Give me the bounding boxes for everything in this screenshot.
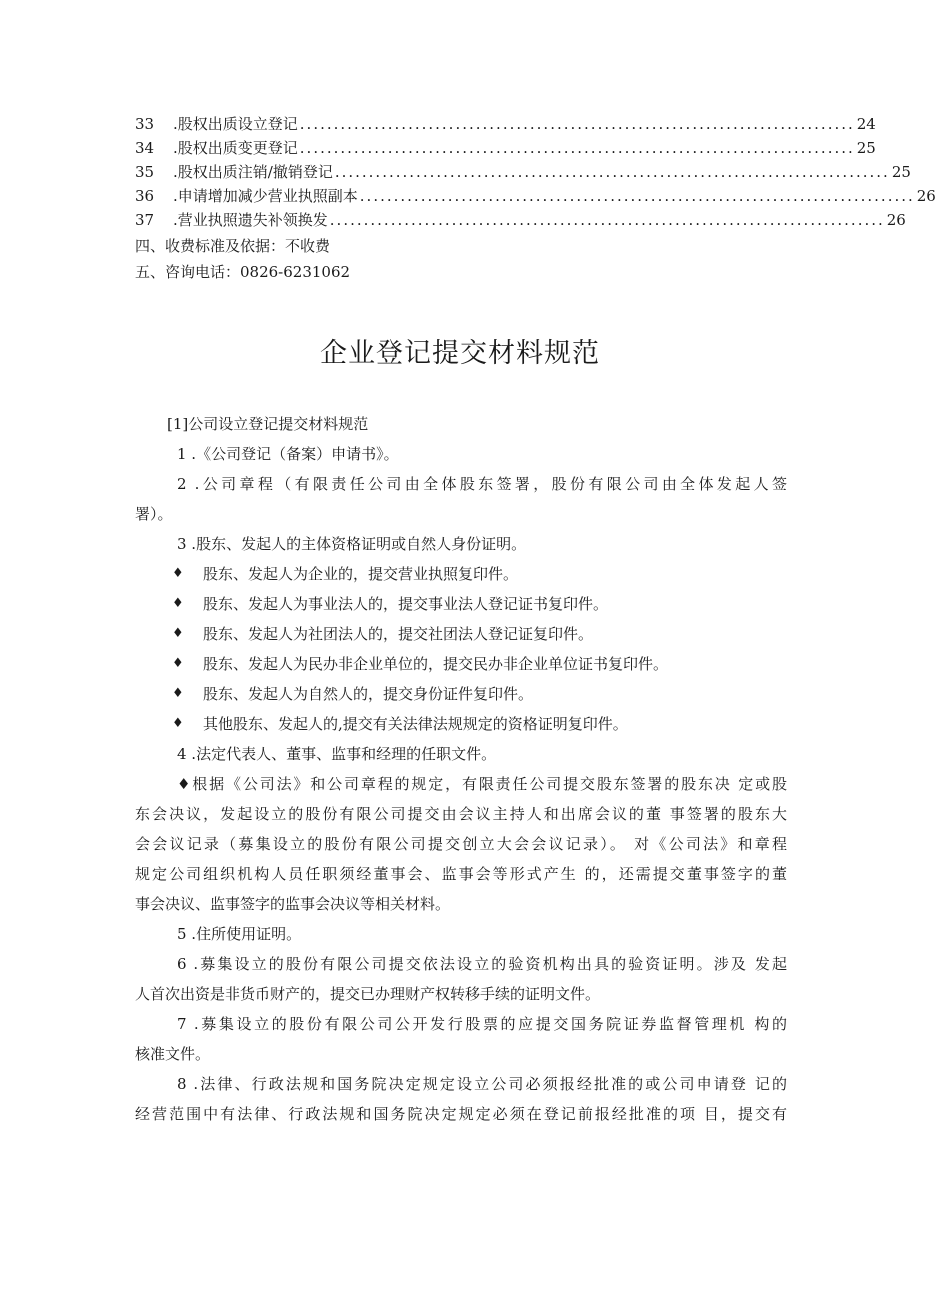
toc-page-number: 26 xyxy=(886,211,906,229)
item-1: 1 .《公司登记（备案）申请书》。 xyxy=(177,445,399,463)
toc-number: 36 xyxy=(135,187,155,205)
item-6-line-2: 人首次出资是非货币财产的，提交已办理财产权转移手续的证明文件。 xyxy=(135,985,601,1003)
bullet-text: 股东、发起人为社团法人的，提交社团法人登记证复印件。 xyxy=(203,625,594,643)
toc-page-number: 24 xyxy=(856,115,876,133)
item-7-line-1: 7 .募集设立的股份有限公司公开发行股票的应提交国务院证券监督管理机 构的 xyxy=(177,1015,787,1033)
toc-entry xyxy=(135,184,936,208)
bullet-text: 股东、发起人为自然人的，提交身份证件复印件。 xyxy=(203,685,534,703)
bullet-item xyxy=(135,559,787,589)
toc-number: 37 xyxy=(135,211,155,229)
toc-page-number: 26 xyxy=(916,187,936,205)
toc-page-number: 25 xyxy=(891,163,911,181)
section-heading: [1]公司设立登记提交材料规范 xyxy=(167,415,369,433)
item-6-line-1: 6 .募集设立的股份有限公司提交依法设立的验资机构出具的验资证明。涉及 发起 xyxy=(177,955,787,973)
diamond-bullet-icon: ♦ xyxy=(172,656,184,671)
toc-number: 35 xyxy=(135,163,155,181)
toc-leader: .................................................................................. xyxy=(334,163,890,181)
bullet-text: 其他股东、发起人的,提交有关法律法规规定的资格证明复印件。 xyxy=(203,715,628,733)
item-3: 3 .股东、发起人的主体资格证明或自然人身份证明。 xyxy=(177,535,527,553)
bullet-item xyxy=(135,649,787,679)
document-title: 企业登记提交材料规范 xyxy=(320,338,600,369)
fee-info: 四、收费标准及依据：不收费 xyxy=(135,237,331,255)
diamond-bullet-icon: ♦ xyxy=(172,596,184,611)
toc-entry xyxy=(135,208,906,232)
item-2-line-1: 2 .公司章程（有限责任公司由全体股东签署，股份有限公司由全体发起人签 xyxy=(177,475,787,493)
item-2-line-2: 署）。 xyxy=(135,505,173,523)
toc-leader: .................................................................................. xyxy=(329,211,885,229)
toc-page-number: 25 xyxy=(856,139,876,157)
paragraph-line: 东会决议，发起设立的股份有限公司提交由会议主持人和出席会议的董 事签署的股东大 xyxy=(135,805,787,823)
item-4: 4 .法定代表人、董事、监事和经理的任职文件。 xyxy=(177,745,497,763)
diamond-bullet-icon: ♦ xyxy=(172,566,184,581)
toc-leader: .................................................................................. xyxy=(359,187,915,205)
item-5: 5 .住所使用证明。 xyxy=(177,925,302,943)
diamond-bullet-icon: ♦ xyxy=(172,626,184,641)
document-body xyxy=(135,409,787,1129)
paragraph-line: ♦根据《公司法》和公司章程的规定，有限责任公司提交股东签署的股东决 定或股 xyxy=(177,775,787,793)
bullet-item xyxy=(135,589,787,619)
paragraph-line: 会会议记录（募集设立的股份有限公司提交创立大会会议记录）。 对《公司法》和章程 xyxy=(135,835,787,853)
toc-entry xyxy=(135,112,876,136)
service-info xyxy=(135,233,775,285)
bullet-text: 股东、发起人为企业的，提交营业执照复印件。 xyxy=(203,565,519,583)
table-of-contents xyxy=(135,112,936,232)
diamond-bullet-icon: ♦ xyxy=(172,686,184,701)
item-8-line-1: 8 .法律、行政法规和国务院决定规定设立公司必须报经批准的或公司申请登 记的 xyxy=(177,1075,787,1093)
toc-leader: .................................................................................. xyxy=(299,115,855,133)
paragraph-line: 规定公司组织机构人员任职须经董事会、监事会等形式产生 的，还需提交董事签字的董 xyxy=(135,865,787,883)
toc-number: 33 xyxy=(135,115,155,133)
toc-title: .股权出质变更登记 xyxy=(173,139,298,157)
toc-leader: .................................................................................. xyxy=(299,139,855,157)
toc-title: .股权出质设立登记 xyxy=(173,115,298,133)
toc-number: 34 xyxy=(135,139,155,157)
toc-entry xyxy=(135,136,876,160)
phone-info: 五、咨询电话：0826-6231062 xyxy=(135,263,351,281)
bullet-item xyxy=(135,679,787,709)
diamond-bullet-icon: ♦ xyxy=(172,716,184,731)
item-8-line-2: 经营范围中有法律、行政法规和国务院决定规定必须在登记前报经批准的项 目，提交有 xyxy=(135,1105,787,1123)
toc-title: .股权出质注销/撤销登记 xyxy=(173,163,333,181)
item-7-line-2: 核准文件。 xyxy=(135,1045,211,1063)
bullet-item xyxy=(135,709,787,739)
bullet-text: 股东、发起人为事业法人的，提交事业法人登记证书复印件。 xyxy=(203,595,609,613)
bullet-item xyxy=(135,619,787,649)
toc-entry xyxy=(135,160,911,184)
toc-title: .营业执照遗失补领换发 xyxy=(173,211,328,229)
bullet-text: 股东、发起人为民办非企业单位的，提交民办非企业单位证书复印件。 xyxy=(203,655,669,673)
toc-title: .申请增加减少营业执照副本 xyxy=(173,187,358,205)
paragraph-line: 事会决议、监事签字的监事会决议等相关材料。 xyxy=(135,895,451,913)
